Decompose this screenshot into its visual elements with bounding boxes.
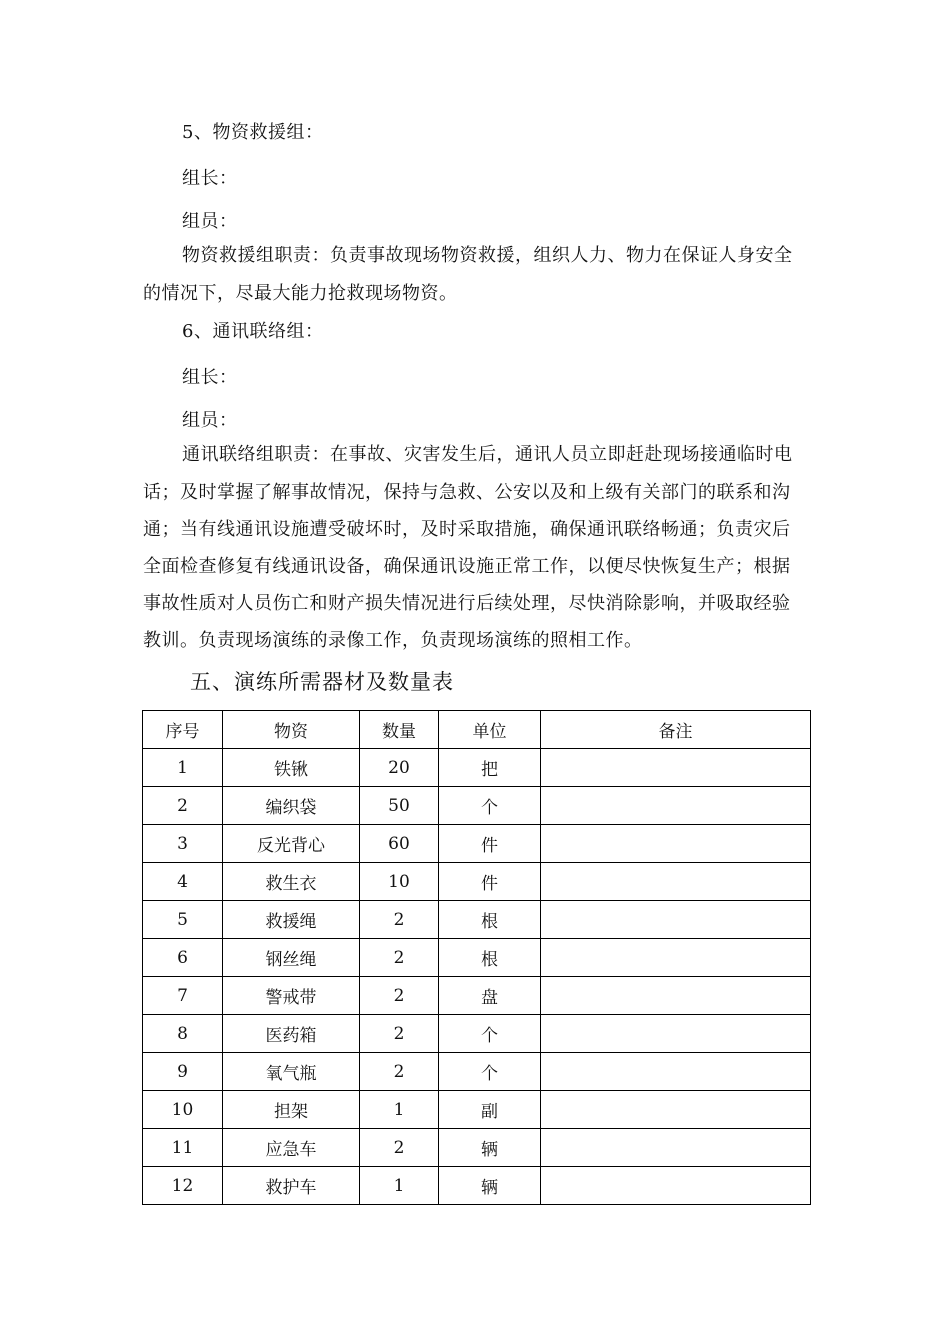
- cell-quantity: 2: [360, 939, 439, 977]
- cell-item: 救护车: [223, 1167, 360, 1205]
- cell-item: 铁锹: [223, 749, 360, 787]
- cell-item: 救援绳: [223, 901, 360, 939]
- cell-quantity: 1: [360, 1167, 439, 1205]
- header-item: 物资: [223, 711, 360, 749]
- group6-duty-line: 话；及时掌握了解事故情况，保持与急救、公安以及和上级有关部门的联系和沟: [143, 482, 791, 503]
- cell-item: 应急车: [223, 1129, 360, 1167]
- cell-unit: 根: [439, 939, 541, 977]
- table-row: [143, 1129, 811, 1167]
- group6-members: 组员：: [182, 410, 238, 431]
- cell-index: 3: [143, 825, 223, 863]
- cell-unit: 副: [439, 1091, 541, 1129]
- cell-remarks: [541, 825, 811, 863]
- materials-table: [142, 710, 811, 1205]
- cell-remarks: [541, 901, 811, 939]
- cell-remarks: [541, 1053, 811, 1091]
- cell-remarks: [541, 863, 811, 901]
- header-quantity: 数量: [360, 711, 439, 749]
- cell-index: 1: [143, 749, 223, 787]
- table-row: [143, 1167, 811, 1205]
- cell-index: 9: [143, 1053, 223, 1091]
- cell-item: 反光背心: [223, 825, 360, 863]
- cell-unit: 盘: [439, 977, 541, 1015]
- group6-duty-line: 通讯联络组职责：在事故、灾害发生后，通讯人员立即赶赴现场接通临时电: [182, 444, 793, 465]
- cell-index: 7: [143, 977, 223, 1015]
- cell-index: 2: [143, 787, 223, 825]
- group5-duty-line: 物资救援组职责：负责事故现场物资救援，组织人力、物力在保证人身安全: [182, 245, 793, 266]
- cell-unit: 辆: [439, 1129, 541, 1167]
- cell-index: 11: [143, 1129, 223, 1167]
- cell-item: 氧气瓶: [223, 1053, 360, 1091]
- cell-index: 5: [143, 901, 223, 939]
- table-row: [143, 1015, 811, 1053]
- cell-quantity: 1: [360, 1091, 439, 1129]
- cell-unit: 件: [439, 825, 541, 863]
- cell-quantity: 2: [360, 977, 439, 1015]
- table-row: [143, 749, 811, 787]
- cell-unit: 件: [439, 863, 541, 901]
- cell-remarks: [541, 1129, 811, 1167]
- cell-item: 医药箱: [223, 1015, 360, 1053]
- group5-leader: 组长：: [182, 168, 238, 189]
- group5-title: 5、物资救援组：: [182, 122, 324, 143]
- table-row: [143, 1053, 811, 1091]
- group6-leader: 组长：: [182, 367, 238, 388]
- cell-index: 8: [143, 1015, 223, 1053]
- table-row: [143, 787, 811, 825]
- table-row: [143, 863, 811, 901]
- table-row: [143, 825, 811, 863]
- group6-duty-line: 通；当有线通讯设施遭受破坏时，及时采取措施，确保通讯联络畅通；负责灾后: [143, 519, 791, 540]
- cell-index: 12: [143, 1167, 223, 1205]
- table-row: [143, 901, 811, 939]
- cell-quantity: 60: [360, 825, 439, 863]
- cell-quantity: 20: [360, 749, 439, 787]
- cell-index: 4: [143, 863, 223, 901]
- cell-quantity: 2: [360, 1053, 439, 1091]
- table-header-row: [143, 711, 811, 749]
- cell-item: 救生衣: [223, 863, 360, 901]
- cell-quantity: 2: [360, 1015, 439, 1053]
- cell-remarks: [541, 977, 811, 1015]
- table-row: [143, 1091, 811, 1129]
- cell-unit: 辆: [439, 1167, 541, 1205]
- group5-members: 组员：: [182, 211, 238, 232]
- cell-item: 编织袋: [223, 787, 360, 825]
- cell-item: 警戒带: [223, 977, 360, 1015]
- cell-index: 10: [143, 1091, 223, 1129]
- cell-index: 6: [143, 939, 223, 977]
- cell-quantity: 10: [360, 863, 439, 901]
- group6-duty-line: 事故性质对人员伤亡和财产损失情况进行后续处理，尽快消除影响，并吸取经验: [143, 593, 791, 614]
- cell-item: 钢丝绳: [223, 939, 360, 977]
- cell-unit: 个: [439, 787, 541, 825]
- header-index: 序号: [143, 711, 223, 749]
- cell-unit: 把: [439, 749, 541, 787]
- header-remarks: 备注: [541, 711, 811, 749]
- cell-remarks: [541, 1091, 811, 1129]
- table-row: [143, 977, 811, 1015]
- cell-unit: 个: [439, 1053, 541, 1091]
- cell-remarks: [541, 939, 811, 977]
- header-unit: 单位: [439, 711, 541, 749]
- cell-quantity: 2: [360, 1129, 439, 1167]
- cell-unit: 根: [439, 901, 541, 939]
- cell-remarks: [541, 1015, 811, 1053]
- group6-title: 6、通讯联络组：: [182, 321, 324, 342]
- group5-duty-line: 的情况下，尽最大能力抢救现场物资。: [143, 283, 458, 304]
- table-heading: 五、演练所需器材及数量表: [190, 670, 454, 694]
- cell-quantity: 2: [360, 901, 439, 939]
- cell-item: 担架: [223, 1091, 360, 1129]
- cell-quantity: 50: [360, 787, 439, 825]
- table-body: [143, 749, 811, 1205]
- table-row: [143, 939, 811, 977]
- cell-remarks: [541, 749, 811, 787]
- group6-duty-line: 教训。负责现场演练的录像工作，负责现场演练的照相工作。: [143, 630, 643, 651]
- cell-unit: 个: [439, 1015, 541, 1053]
- cell-remarks: [541, 787, 811, 825]
- group6-duty-line: 全面检查修复有线通讯设备，确保通讯设施正常工作，以便尽快恢复生产；根据: [143, 556, 791, 577]
- cell-remarks: [541, 1167, 811, 1205]
